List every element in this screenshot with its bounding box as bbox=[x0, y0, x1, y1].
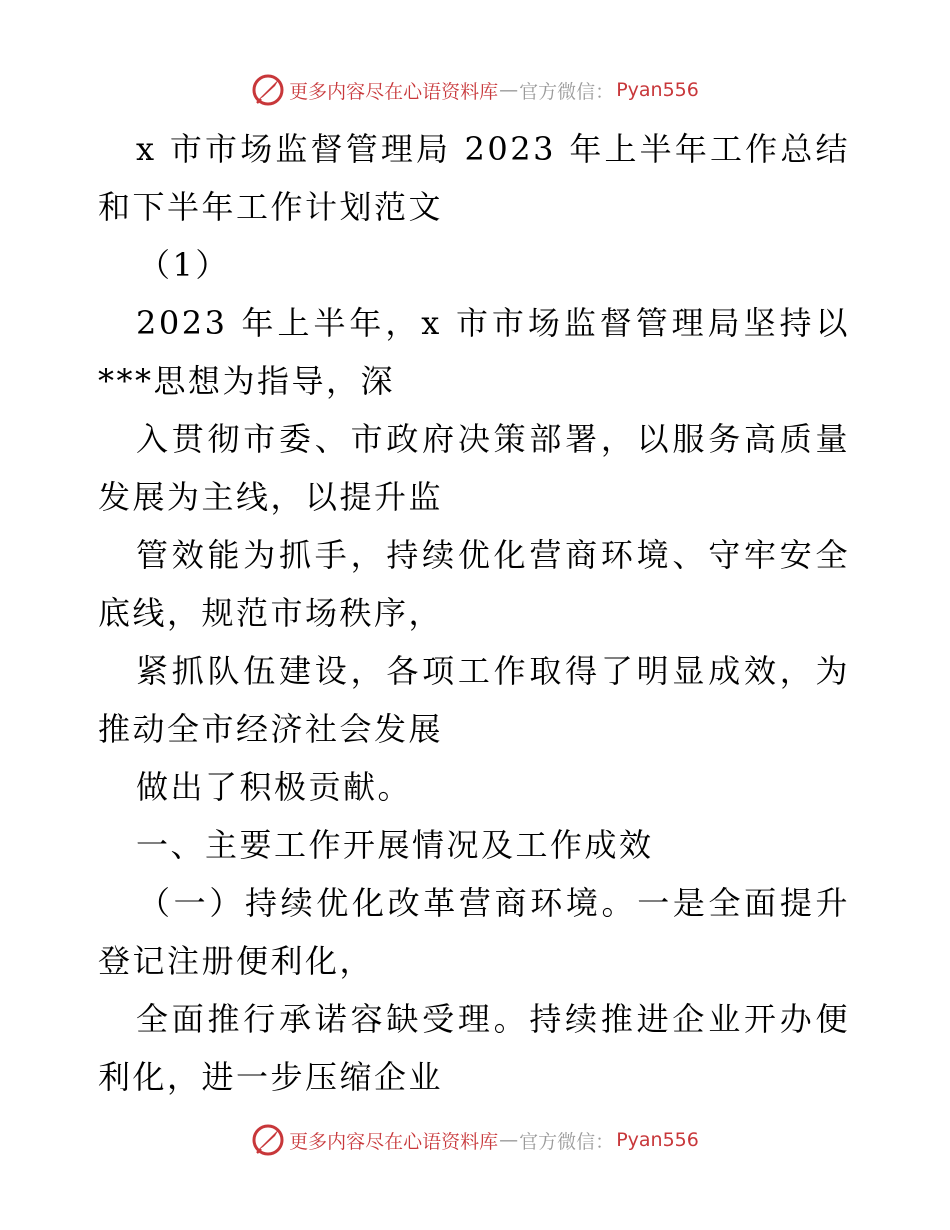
banner-handle: Pyan556 bbox=[616, 79, 699, 101]
footer-watermark-banner bbox=[0, 1120, 950, 1160]
paragraph-3: 入贯彻市委、市政府决策部署，以服务高质量发展为主线，以提升监 bbox=[98, 420, 850, 516]
section-heading: 一、主要工作开展情况及工作成效 bbox=[136, 826, 654, 864]
document-body bbox=[98, 120, 850, 1106]
paragraph-4: 管效能为抓手，持续优化营商环境、守牢安全底线，规范市场秩序， bbox=[98, 536, 850, 632]
paragraph-1: （1） bbox=[138, 246, 230, 284]
paragraph-2: 2023 年上半年，x 市市场监督管理局坚持以***思想为指导，深 bbox=[98, 304, 850, 400]
banner-subtitle: 官方微信： bbox=[519, 80, 615, 103]
paragraph-9: 全面推行承诺容缺受理。持续推进企业开办便利化，进一步压缩企业 bbox=[98, 1000, 850, 1096]
paragraph-5: 紧抓队伍建设，各项工作取得了明显成效，为推动全市经济社会发展 bbox=[98, 652, 850, 748]
footer-tagline: 更多内容尽在心语资料库 bbox=[289, 1130, 499, 1153]
banner-dash: — bbox=[499, 79, 519, 101]
paragraph-6: 做出了积极贡献。 bbox=[136, 768, 413, 806]
header-watermark-banner bbox=[0, 70, 950, 110]
banner-tagline: 更多内容尽在心语资料库 bbox=[289, 80, 499, 103]
footer-handle: Pyan556 bbox=[616, 1129, 699, 1151]
quill-in-circle-icon bbox=[251, 1123, 285, 1157]
footer-subtitle: 官方微信： bbox=[519, 1130, 615, 1153]
document-title: x 市市场监督管理局 2023 年上半年工作总结和下半年工作计划范文 bbox=[98, 130, 850, 226]
paragraph-8: （一）持续优化改革营商环境。一是全面提升登记注册便利化， bbox=[98, 884, 850, 980]
footer-dash: — bbox=[499, 1129, 519, 1151]
quill-in-circle-icon bbox=[251, 73, 285, 107]
